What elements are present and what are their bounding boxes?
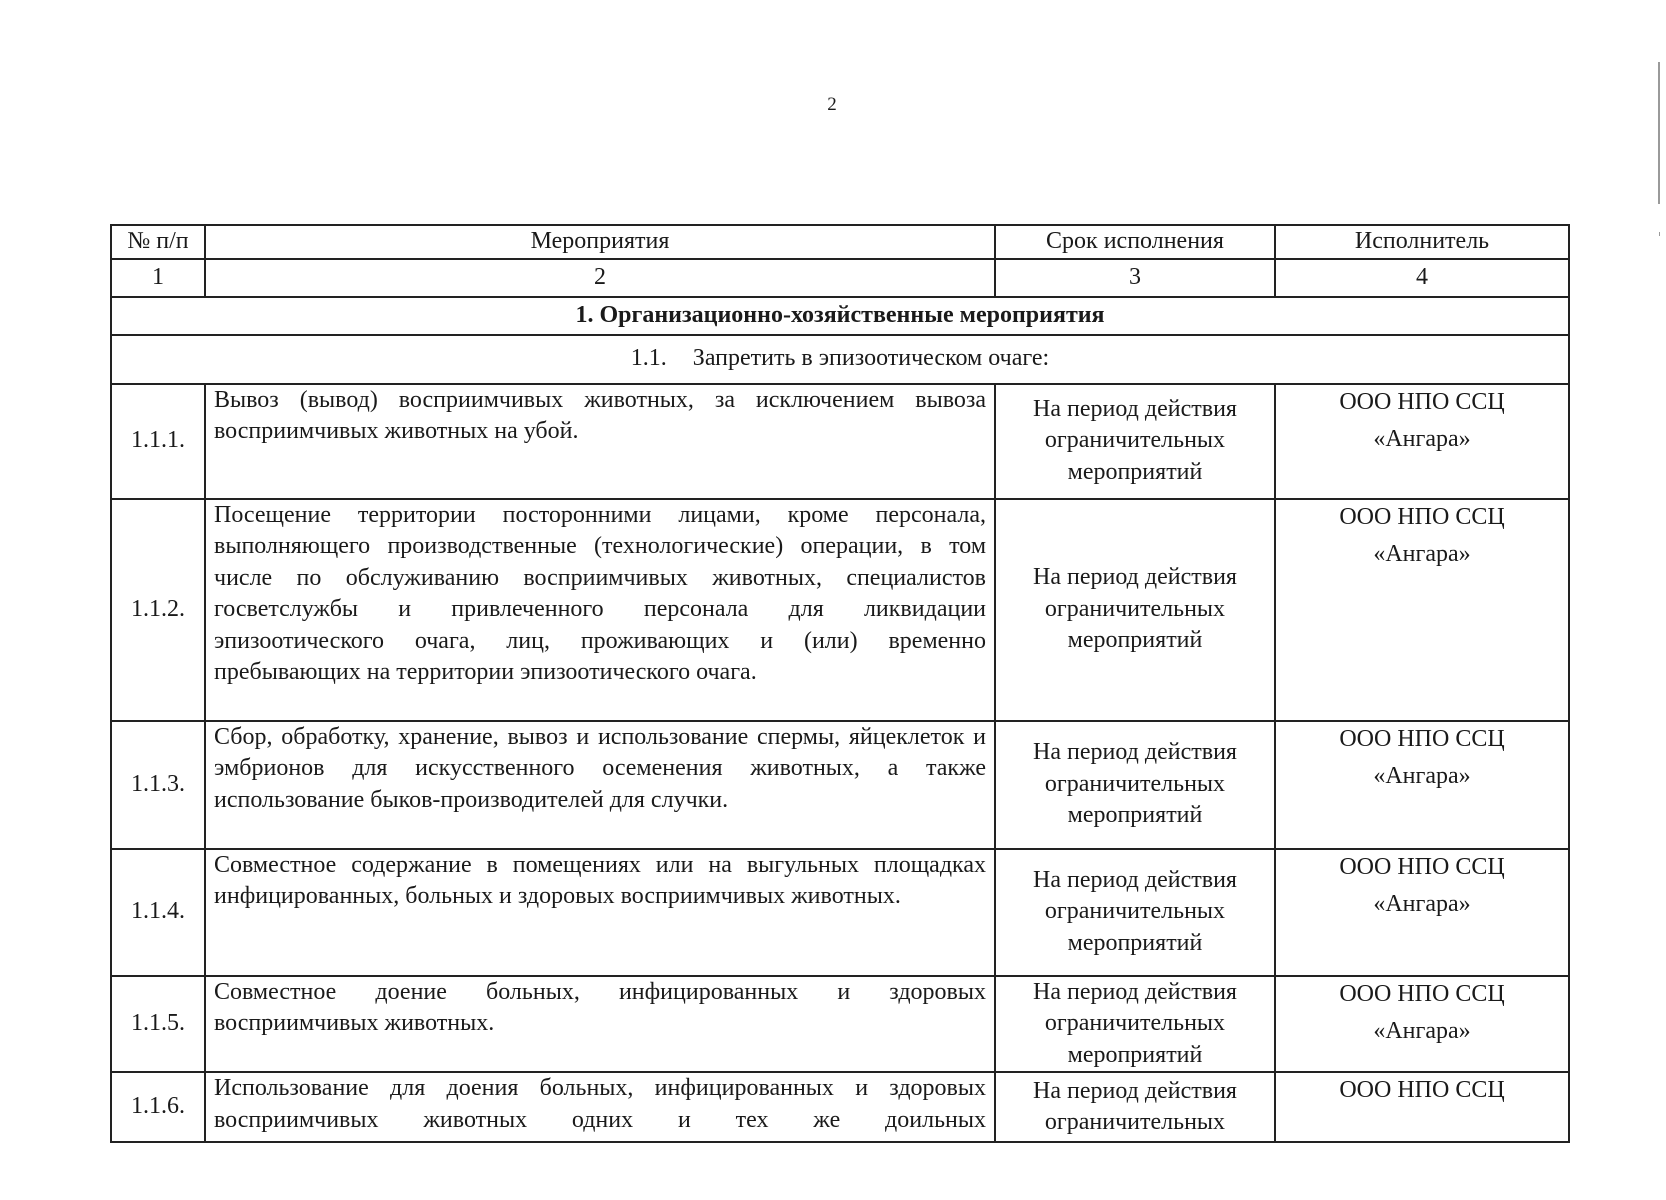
row-term: На период действия ограничительных мероприятий: [995, 721, 1275, 849]
row-event: Совместное содержание в помещениях или на выгульных площадках инфицированных, больных и здоровых восприимчивых животных.: [205, 849, 995, 976]
row-number: 1.1.5.: [111, 976, 205, 1073]
row-term: На период действия ограничительных мероприятий: [995, 384, 1275, 499]
column-number: 2: [205, 259, 995, 297]
table-row: [111, 976, 1569, 1073]
row-number: 1.1.2.: [111, 499, 205, 721]
executor-line: ООО НПО ССЦ: [1339, 980, 1505, 1007]
measures-table: [110, 224, 1570, 1143]
row-number: 1.1.6.: [111, 1072, 205, 1142]
scan-edge-mark: [1658, 62, 1660, 204]
column-number-row: [111, 259, 1569, 297]
row-event: Совместное доение больных, инфицированных и здоровых восприимчивых животных.: [205, 976, 995, 1073]
row-event: Посещение территории посторонними лицами, кроме персонала, выполняющего производственные (технологические) операции, в том числе по обслуживанию восприимчивых животных, специалистов госветслужбы и привлеченного персонала для ликвидации эпизоотического очага, лиц, проживающих и (или) временно пребывающих на территории эпизоотического очага.: [205, 499, 995, 721]
row-executor: [1275, 499, 1569, 721]
header-term: Срок исполнения: [995, 225, 1275, 259]
row-executor: [1275, 1072, 1569, 1142]
row-term: На период действия ограничительных: [995, 1072, 1275, 1142]
section-title: 1. Организационно-хозяйственные мероприятия: [111, 297, 1569, 335]
row-number: 1.1.4.: [111, 849, 205, 976]
executor-line: ООО НПО ССЦ: [1339, 503, 1505, 530]
row-executor: [1275, 721, 1569, 849]
column-number: 3: [995, 259, 1275, 297]
row-number: 1.1.3.: [111, 721, 205, 849]
subsection-cell: [111, 335, 1569, 384]
subsection-row: [111, 335, 1569, 384]
row-executor: [1275, 849, 1569, 976]
scan-edge-mark: [1659, 232, 1660, 236]
executor-line: «Ангара»: [1373, 541, 1471, 567]
row-event: Сбор, обработку, хранение, вывоз и использование спермы, яйцеклеток и эмбрионов для искусственного осеменения животных, а также использование быков-производителей для случки.: [205, 721, 995, 849]
header-executor: Исполнитель: [1275, 225, 1569, 259]
executor-line: «Ангара»: [1373, 426, 1471, 452]
section-row: [111, 297, 1569, 335]
header-number: № п/п: [111, 225, 205, 259]
executor-line: «Ангара»: [1373, 763, 1471, 789]
executor-line: ООО НПО ССЦ: [1339, 388, 1505, 415]
row-term: На период действия ограничительных мероприятий: [995, 849, 1275, 976]
executor-line: ООО НПО ССЦ: [1339, 725, 1505, 752]
executor-line: «Ангара»: [1373, 891, 1471, 917]
subsection-number: 1.1.: [630, 345, 667, 372]
column-number: 1: [111, 259, 205, 297]
row-executor: [1275, 976, 1569, 1073]
header-event: Мероприятия: [205, 225, 995, 259]
page-number: 2: [827, 94, 837, 115]
table-row: [111, 1072, 1569, 1142]
row-event: Вывоз (вывод) восприимчивых животных, за исключением вывоза восприимчивых животных на убой.: [205, 384, 995, 499]
row-term: На период действия ограничительных мероприятий: [995, 499, 1275, 721]
executor-line: ООО НПО ССЦ: [1339, 1077, 1505, 1103]
row-event: Использование для доения больных, инфицированных и здоровых восприимчивых животных одних и тех же доильных: [205, 1072, 995, 1142]
table-row: [111, 849, 1569, 976]
subsection-title: Запретить в эпизоотическом очаге:: [692, 345, 1050, 372]
header-row: [111, 225, 1569, 259]
column-number: 4: [1275, 259, 1569, 297]
row-number: 1.1.1.: [111, 384, 205, 499]
row-executor: [1275, 384, 1569, 499]
row-term: На период действия ограничительных мероприятий: [995, 976, 1275, 1073]
executor-line: ООО НПО ССЦ: [1339, 853, 1505, 880]
table-row: [111, 721, 1569, 849]
executor-line: «Ангара»: [1373, 1018, 1471, 1044]
table-row: [111, 384, 1569, 499]
table-row: [111, 499, 1569, 721]
